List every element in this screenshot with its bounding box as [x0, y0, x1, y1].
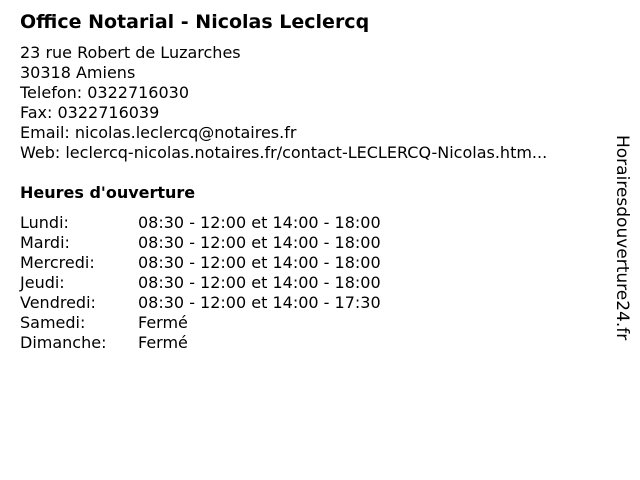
hours-day: Jeudi: — [20, 273, 65, 292]
hours-heading: Heures d'ouverture — [20, 183, 196, 202]
hours-time: Fermé — [138, 313, 188, 332]
fax-line: Fax: 0322716039 — [20, 103, 160, 122]
hours-time: Fermé — [138, 333, 188, 352]
hours-time: 08:30 - 12:00 et 14:00 - 18:00 — [138, 273, 381, 292]
office-title: Office Notarial - Nicolas Leclercq — [20, 11, 370, 33]
hours-time: 08:30 - 12:00 et 14:00 - 18:00 — [138, 233, 381, 252]
hours-day: Mercredi: — [20, 253, 95, 272]
contact-block — [20, 43, 547, 163]
address-city: 30318 Amiens — [20, 63, 136, 82]
hours-day: Lundi: — [20, 213, 69, 232]
web-line: Web: leclercq-nicolas.notaires.fr/contact-LECLERCQ-Nicolas.htm... — [20, 143, 548, 162]
site-watermark — [612, 135, 632, 375]
hours-day: Samedi: — [20, 313, 86, 332]
phone-line: Telefon: 0322716030 — [20, 83, 190, 102]
hours-day: Mardi: — [20, 233, 70, 252]
hours-day: Dimanche: — [20, 333, 107, 352]
hours-time: 08:30 - 12:00 et 14:00 - 17:30 — [138, 293, 381, 312]
hours-time: 08:30 - 12:00 et 14:00 - 18:00 — [138, 213, 381, 232]
hours-day: Vendredi: — [20, 293, 96, 312]
email-line: Email: nicolas.leclercq@notaires.fr — [20, 123, 297, 142]
hours-time: 08:30 - 12:00 et 14:00 - 18:00 — [138, 253, 381, 272]
address-street: 23 rue Robert de Luzarches — [20, 43, 241, 62]
watermark-text: Horairesdouverture24.fr — [612, 135, 632, 341]
